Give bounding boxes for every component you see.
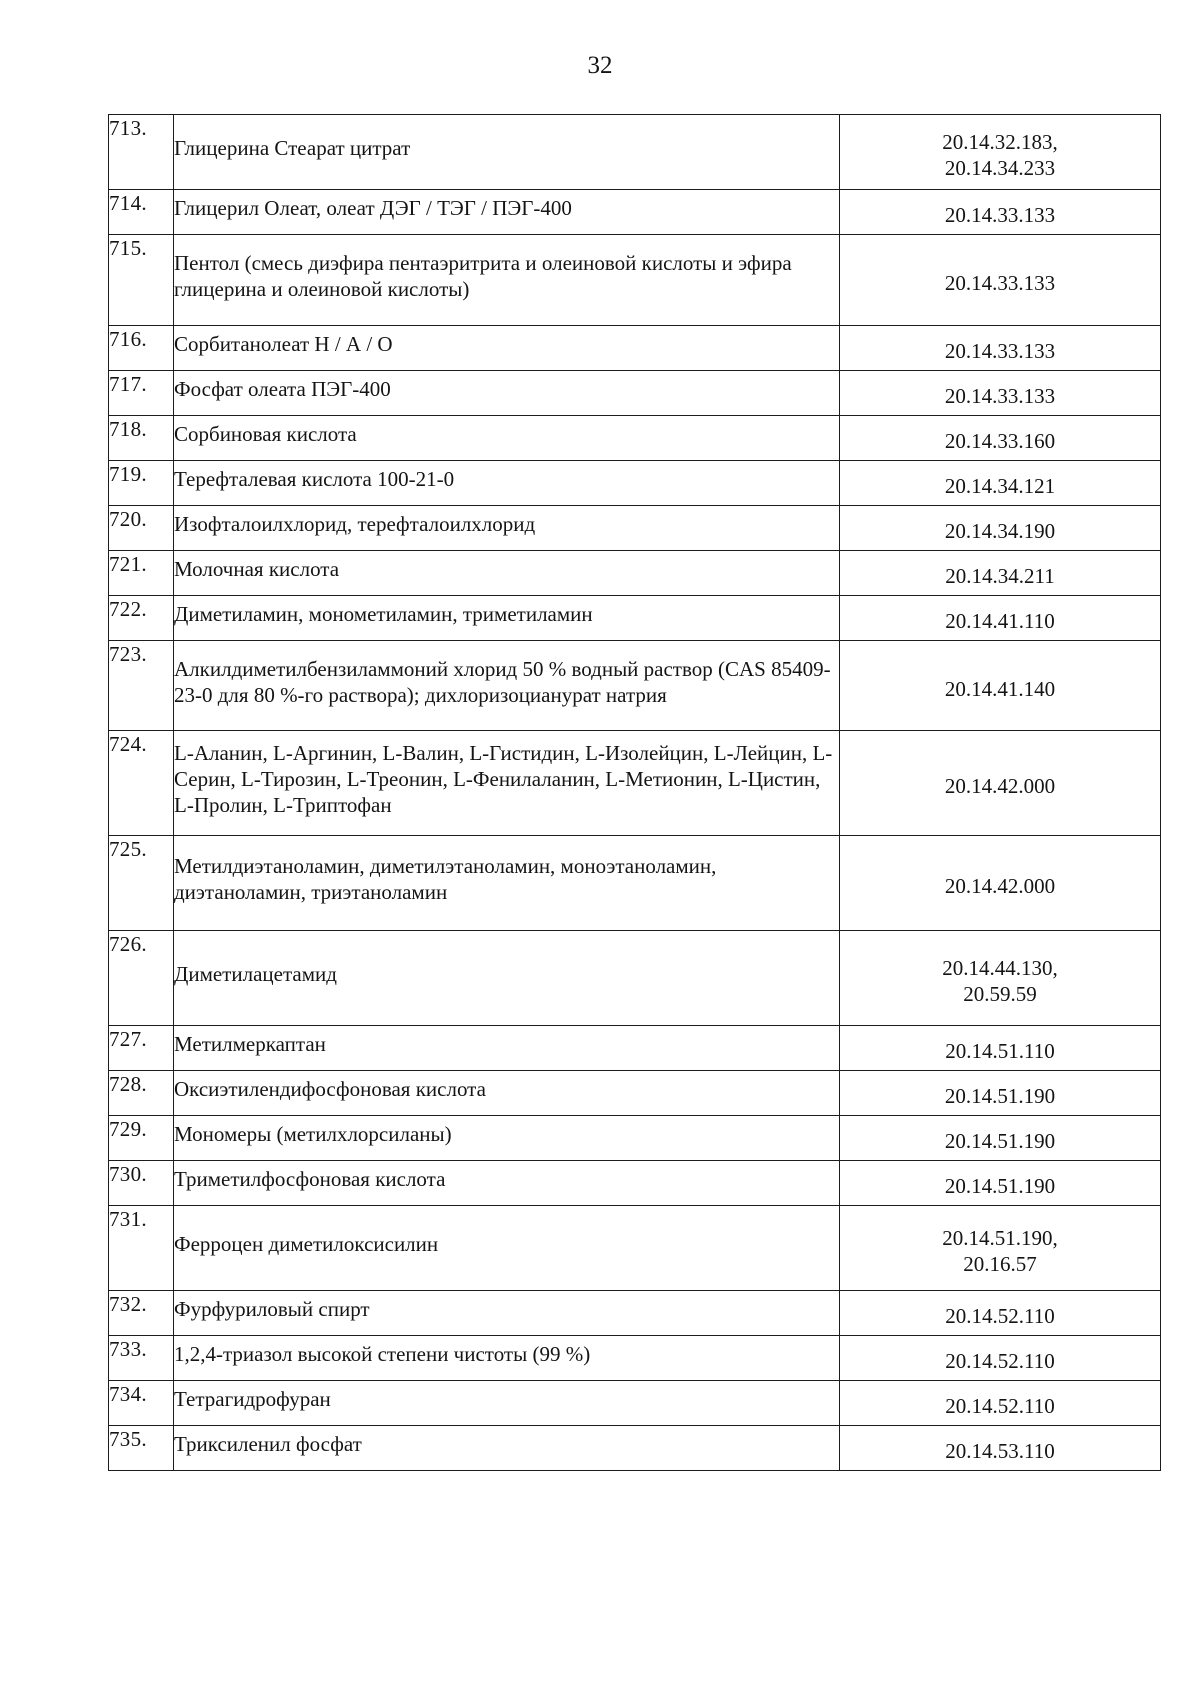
okpd-code: 20.14.44.130, [942,956,1058,980]
substance-name: Триметилфосфоновая кислота [174,1167,446,1191]
substance-name-cell [174,731,840,836]
substance-name: Глицерина Стеарат цитрат [174,136,411,160]
row-number: 731. [109,1206,174,1291]
substance-name: Изофталоилхлорид, терефталоилхлорид [174,512,536,536]
substance-name-cell [174,461,840,506]
substance-name-cell [174,1206,840,1291]
row-number: 714. [109,190,174,235]
table-row [109,836,1161,931]
okpd-code-cell [840,371,1161,416]
table-row [109,1336,1161,1381]
substance-name-cell [174,596,840,641]
okpd-code-cell [840,836,1161,931]
okpd-code-cell [840,641,1161,731]
substance-name: Алкилдиметилбензиламмоний хлорид 50 % водный раствор (CAS 85409-23-0 для 80 %-го раствора); дихлоризоцианурат натрия [174,656,831,707]
okpd-code-cell [840,1426,1161,1471]
okpd-code-cell [840,1161,1161,1206]
okpd-code-cell [840,731,1161,836]
okpd-code-group [840,338,1160,364]
okpd-code-cell [840,1206,1161,1291]
substance-name: Метилмеркаптан [174,1032,326,1056]
okpd-code-cell [840,1026,1161,1071]
okpd-code: 20.14.34.233 [944,156,1056,180]
okpd-code-cell [840,326,1161,371]
table-row [109,115,1161,190]
substance-name: Сорбитанолеат Н / А / О [174,332,393,356]
row-number: 715. [109,235,174,326]
substance-name-cell [174,115,840,190]
okpd-code-group [840,1173,1160,1199]
okpd-code-cell [840,1381,1161,1426]
substance-name: Фосфат олеата ПЭГ-400 [174,377,391,401]
substance-name: L-Аланин, L-Аргинин, L-Валин, L-Гистидин, L-Изолейцин, L-Лейцин, L-Серин, L-Тирозин, L-Треонин, L-Фенилаланин, L-Метионин, L-Цистин, L-Пролин, L-Триптофан [174,741,833,817]
okpd-code: 20.14.53.110 [945,1439,1055,1463]
row-number: 724. [109,731,174,836]
table-row [109,641,1161,731]
row-number: 722. [109,596,174,641]
okpd-code-group [840,873,1160,899]
table-row [109,1026,1161,1071]
okpd-code: 20.14.41.140 [944,676,1056,701]
table-row [109,1381,1161,1426]
substance-name: Ферроцен диметилоксисилин [174,1232,439,1256]
okpd-code-cell [840,596,1161,641]
table-row [109,1291,1161,1336]
substance-name-cell [174,1381,840,1426]
substance-name: Метилдиэтаноламин, диметилэтаноламин, моноэтаноламин, диэтаноламин, триэтаноламин [174,854,717,904]
substance-name: Оксиэтилендифосфоновая кислота [174,1077,486,1101]
table-row [109,235,1161,326]
okpd-code: 20.14.42.000 [944,874,1056,898]
substance-name-cell [174,836,840,931]
okpd-code-cell [840,506,1161,551]
okpd-code: 20.14.52.110 [945,1394,1055,1418]
row-number: 727. [109,1026,174,1071]
okpd-code-group [840,473,1160,499]
okpd-code: 20.14.42.000 [944,774,1056,798]
okpd-code: 20.14.51.110 [945,1039,1055,1063]
okpd-code: 20.14.51.190 [944,1174,1056,1198]
okpd-code-group [840,563,1160,589]
substance-name: Фурфуриловый спирт [174,1297,370,1321]
okpd-code-group [840,129,1160,181]
row-number: 720. [109,506,174,551]
row-number: 713. [109,115,174,190]
substance-name-cell [174,551,840,596]
row-number: 719. [109,461,174,506]
okpd-code-group [840,383,1160,409]
okpd-code: 20.14.52.110 [945,1304,1055,1328]
table-row [109,1426,1161,1471]
okpd-code: 20.16.57 [963,1252,1037,1276]
okpd-code-cell [840,1071,1161,1116]
substance-name: Терефталевая кислота 100-21-0 [174,467,455,491]
okpd-code: 20.14.33.160 [944,429,1056,453]
substance-name: Триксиленил фосфат [174,1432,362,1456]
okpd-code: 20.14.51.190 [944,1129,1056,1153]
substance-table [108,114,1161,1471]
okpd-code-group [840,518,1160,544]
okpd-code: 20.14.41.110 [945,609,1055,633]
okpd-code-group [840,428,1160,454]
table-row [109,1161,1161,1206]
okpd-code-group [840,202,1160,228]
okpd-code: 20.14.51.190, [942,1226,1058,1250]
okpd-code-cell [840,931,1161,1026]
okpd-code: 20.14.52.110 [945,1349,1055,1373]
row-number: 729. [109,1116,174,1161]
row-number: 735. [109,1426,174,1471]
okpd-code-group [840,1438,1160,1464]
row-number: 716. [109,326,174,371]
table-row [109,1071,1161,1116]
okpd-code: 20.14.51.190 [944,1084,1056,1108]
table-row [109,931,1161,1026]
row-number: 718. [109,416,174,461]
substance-name: Мономеры (метилхлорсиланы) [174,1122,452,1146]
okpd-code-cell [840,416,1161,461]
substance-name-cell [174,1336,840,1381]
substance-name-cell [174,641,840,731]
okpd-code-cell [840,235,1161,326]
table-row [109,1116,1161,1161]
substance-name-cell [174,1026,840,1071]
table-row [109,461,1161,506]
substance-name: Глицерил Олеат, олеат ДЭГ / ТЭГ / ПЭГ-400 [174,196,572,220]
row-number: 730. [109,1161,174,1206]
substance-name-cell [174,1116,840,1161]
table-row [109,596,1161,641]
okpd-code-group [840,1393,1160,1419]
substance-name: 1,2,4-триазол высокой степени чистоты (99 %) [174,1342,591,1366]
okpd-code-group [840,1083,1160,1109]
row-number: 728. [109,1071,174,1116]
okpd-code-group [840,676,1160,702]
table-row [109,371,1161,416]
substance-name-cell [174,190,840,235]
row-number: 721. [109,551,174,596]
okpd-code-group [840,1225,1160,1277]
table-row [109,416,1161,461]
okpd-code-cell [840,461,1161,506]
okpd-code: 20.14.34.121 [944,474,1056,498]
row-number: 734. [109,1381,174,1426]
table-row [109,190,1161,235]
okpd-code-group [840,1303,1160,1329]
substance-name-cell [174,506,840,551]
table-row [109,731,1161,836]
okpd-code: 20.14.34.211 [945,564,1055,588]
okpd-code: 20.14.34.190 [944,519,1056,543]
substance-name-cell [174,416,840,461]
page-number: 32 [587,52,613,79]
table-row [109,326,1161,371]
substance-name: Диметиламин, монометиламин, триметиламин [174,602,593,626]
row-number: 717. [109,371,174,416]
substance-name-cell [174,326,840,371]
okpd-code-cell [840,190,1161,235]
okpd-code: 20.14.33.133 [944,339,1056,363]
okpd-code-cell [840,1291,1161,1336]
okpd-code-cell [840,1116,1161,1161]
okpd-code: 20.59.59 [963,982,1037,1006]
substance-name-cell [174,1291,840,1336]
table-row [109,1206,1161,1291]
row-number: 732. [109,1291,174,1336]
okpd-code-cell [840,551,1161,596]
substance-name: Сорбиновая кислота [174,422,357,446]
okpd-code-group [840,1038,1160,1064]
okpd-code-group [840,270,1160,296]
okpd-code: 20.14.33.133 [944,203,1056,227]
row-number: 723. [109,641,174,731]
row-number: 725. [109,836,174,931]
table-row [109,506,1161,551]
okpd-code-group [840,773,1160,799]
table-body [109,115,1161,1471]
okpd-code-cell [840,1336,1161,1381]
okpd-code-group [840,955,1160,1007]
substance-name-cell [174,931,840,1026]
substance-name: Молочная кислота [174,557,340,581]
okpd-code-group [840,1348,1160,1374]
okpd-code-cell [840,115,1161,190]
substance-name-cell [174,371,840,416]
okpd-code-group [840,1128,1160,1154]
substance-name: Диметилацетамид [174,962,337,986]
substance-name-cell [174,1161,840,1206]
substance-name: Тетрагидрофуран [174,1387,331,1411]
okpd-code: 20.14.32.183, [942,130,1058,154]
substance-name-cell [174,235,840,326]
substance-name-cell [174,1071,840,1116]
substance-name-cell [174,1426,840,1471]
row-number: 733. [109,1336,174,1381]
okpd-code: 20.14.33.133 [944,384,1056,408]
table-row [109,551,1161,596]
row-number: 726. [109,931,174,1026]
okpd-code: 20.14.33.133 [944,271,1056,295]
okpd-code-group [840,608,1160,634]
substance-name: Пентол (смесь диэфира пентаэритрита и олеиновой кислоты и эфира глицерина и олеиновой кислоты) [174,251,792,301]
